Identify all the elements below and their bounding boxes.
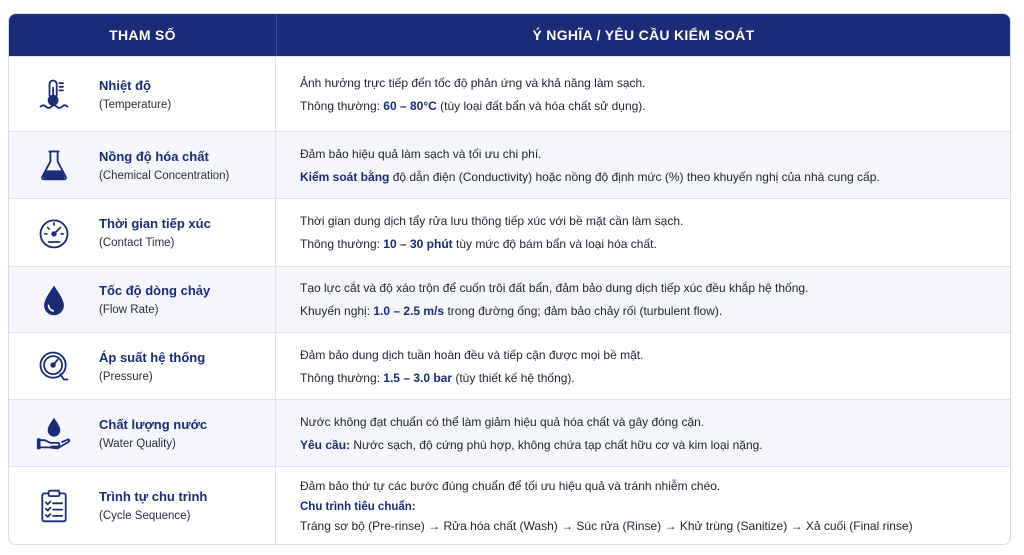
- parameter-names: [99, 216, 211, 249]
- description-cell: [276, 132, 1010, 198]
- table-row-flow-rate: [9, 266, 1010, 332]
- parameter-name-vi: Chất lượng nước: [99, 416, 208, 432]
- parameter-cell: [9, 333, 276, 399]
- detail-suffix: trong đường ống; đảm bảo chảy rối (turbulent flow).: [444, 304, 723, 318]
- detail-suffix: độ dẫn điện (Conductivity) hoặc nồng độ định mức (%) theo khuyến nghị của nhà cung cấp.: [389, 169, 880, 184]
- detail-suffix: (tùy thiết kế hệ thống).: [452, 370, 575, 385]
- clipboard-checklist-icon: [9, 488, 99, 524]
- description-detail: [300, 438, 1010, 452]
- detail-prefix: Thông thường:: [300, 370, 384, 385]
- timer-gauge-icon: [9, 215, 99, 251]
- parameter-cell: [9, 57, 276, 131]
- description-cell: [276, 199, 1010, 266]
- table-row-cycle-sequence: [9, 466, 1010, 544]
- water-drop-icon: [9, 282, 99, 318]
- description-line: Ảnh hưởng trực tiếp đến tốc độ phản ứng và khả năng làm sạch.: [300, 75, 646, 90]
- detail-suffix: (tùy loại đất bẩn và hóa chất sử dụng).: [436, 98, 646, 113]
- description-detail: [300, 371, 1010, 385]
- description-cell: [276, 267, 1010, 332]
- detail-prefix: Khuyến nghị:: [300, 304, 374, 318]
- detail-highlight: 60 – 80°C: [383, 98, 437, 113]
- parameter-name-en: (Pressure): [99, 370, 153, 383]
- description-line: Thời gian dung dịch tẩy rửa lưu thông tiếp xúc với bề mặt cần làm sạch.: [300, 214, 684, 228]
- parameter-names: [99, 283, 210, 316]
- detail-highlight: Yêu cầu:: [300, 437, 351, 452]
- description-detail: [300, 304, 1010, 318]
- table-row-contact-time: [9, 198, 1010, 266]
- parameters-table: [8, 13, 1011, 545]
- parameter-cell: [9, 400, 276, 466]
- table-row-temperature: [9, 56, 1010, 131]
- parameter-name-en: (Water Quality): [99, 437, 176, 450]
- detail-highlight: 1.5 – 3.0 bar: [383, 370, 453, 385]
- detail-prefix: Thông thường:: [300, 98, 384, 113]
- detail-highlight: 1.0 – 2.5 m/s: [373, 304, 445, 318]
- parameter-names: [99, 78, 171, 111]
- parameter-name-vi: Tốc độ dòng chảy: [99, 283, 211, 298]
- header-meaning: Ý NGHĨA / YÊU CẦU KIỂM SOÁT: [532, 27, 755, 43]
- description-cell: [276, 57, 1010, 131]
- description-cell: [276, 333, 1010, 399]
- description-cell: [276, 400, 1010, 466]
- description-detail: [300, 99, 1010, 113]
- parameter-name-vi: Thời gian tiếp xúc: [99, 216, 211, 231]
- description-cell: [276, 467, 1010, 544]
- table-row-pressure: [9, 332, 1010, 399]
- parameter-cell: [9, 199, 276, 266]
- parameter-name-en: (Chemical Concentration): [99, 169, 230, 182]
- parameter-names: [99, 489, 207, 522]
- parameter-names: [99, 417, 207, 450]
- description-line: Đảm bảo thứ tự các bước đúng chuẩn để tối ưu hiệu quả và tránh nhiễm chéo.: [300, 478, 721, 493]
- table-row-chemical-concentration: [9, 131, 1010, 198]
- description-line: Đảm bảo dung dịch tuần hoàn đều và tiếp cận được mọi bề mặt.: [300, 347, 644, 362]
- sequence-steps: Tráng sơ bộ (Pre-rinse) → Rửa hóa chất (Wash) → Súc rửa (Rinse) → Khử trùng (Sanitize) → Xả cuối (Final rinse): [300, 518, 913, 533]
- parameter-cell: [9, 467, 276, 544]
- flask-icon: [9, 147, 99, 183]
- detail-suffix: tùy mức độ bám bẩn và loại hóa chất.: [452, 237, 657, 251]
- parameter-names: [99, 149, 229, 182]
- description-line: Nước không đạt chuẩn có thể làm giảm hiệu quả hóa chất và gây đóng cặn.: [300, 414, 705, 429]
- sequence-heading: Chu trình tiêu chuẩn:: [300, 500, 416, 513]
- table-header: [9, 14, 1010, 56]
- description-line: Đảm bảo hiệu quả làm sạch và tối ưu chi phí.: [300, 146, 542, 161]
- description-detail: [300, 170, 1010, 184]
- parameter-name-vi: Nhiệt độ: [99, 77, 151, 93]
- table-row-water-quality: [9, 399, 1010, 466]
- pressure-gauge-icon: [9, 348, 99, 384]
- detail-prefix: Thông thường:: [300, 237, 384, 251]
- description-detail: [300, 237, 1010, 251]
- detail-suffix: Nước sạch, độ cứng phù hợp, không chứa tạp chất hữu cơ và kim loại nặng.: [350, 437, 763, 452]
- hand-water-drop-icon: [9, 415, 99, 451]
- parameter-cell: [9, 267, 276, 332]
- description-line: Tạo lực cắt và độ xáo trộn để cuốn trôi đất bẩn, đảm bảo dung dịch tiếp xúc đều khắp hệ thống.: [300, 281, 809, 295]
- parameter-name-vi: Trình tự chu trình: [99, 489, 208, 504]
- parameter-name-en: (Cycle Sequence): [99, 510, 191, 522]
- parameter-name-vi: Nồng độ hóa chất: [99, 148, 209, 164]
- thermometer-icon: [9, 76, 99, 112]
- parameter-name-en: (Flow Rate): [99, 304, 159, 316]
- parameter-name-en: (Temperature): [99, 98, 172, 111]
- parameter-names: [99, 350, 205, 383]
- parameter-cell: [9, 132, 276, 198]
- detail-highlight: Kiểm soát bằng: [300, 169, 390, 184]
- detail-highlight: 10 – 30 phút: [383, 237, 453, 251]
- parameter-name-vi: Áp suất hệ thống: [99, 349, 206, 365]
- parameter-name-en: (Contact Time): [99, 237, 175, 249]
- header-parameter: THAM SỐ: [9, 14, 277, 56]
